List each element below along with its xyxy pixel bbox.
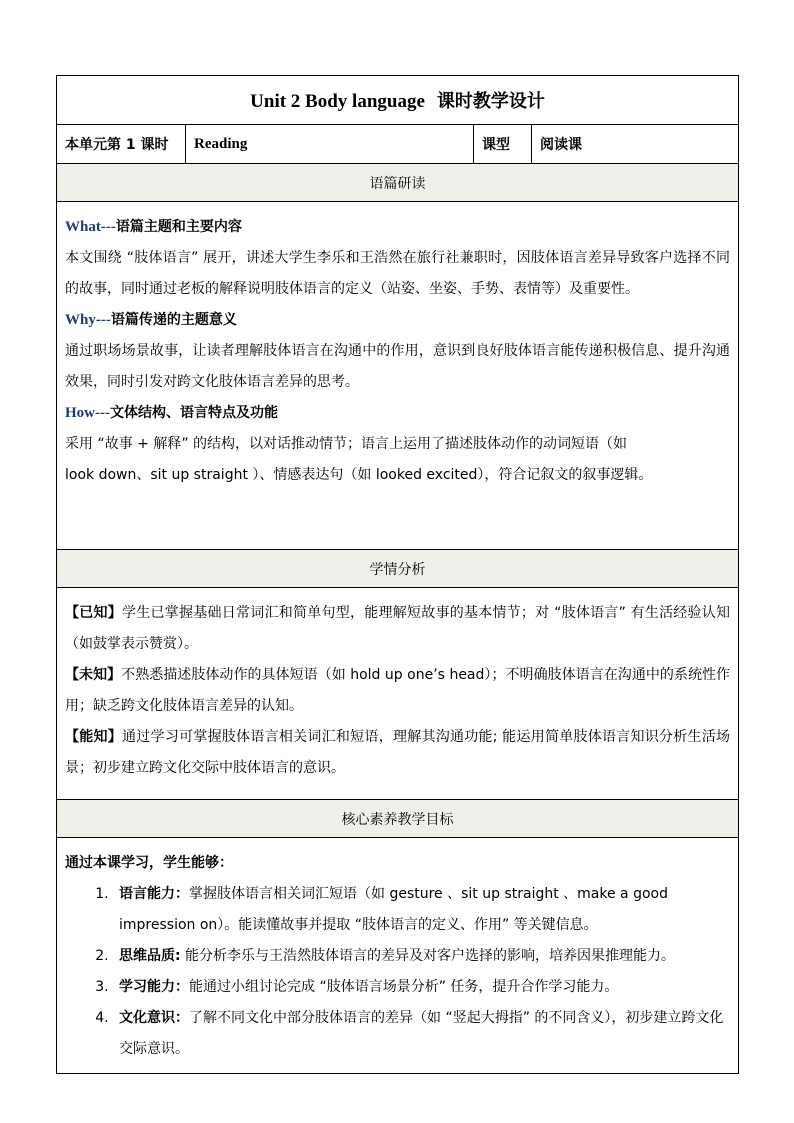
why-heading xyxy=(65,305,730,336)
lesson-type-value: 阅读课 xyxy=(532,125,739,164)
unknown-tag: 【未知】 xyxy=(65,667,122,683)
why-body: 通过职场场景故事，让读者理解肢体语言在沟通中的作用，意识到良好肢体语言能传递积极信息、提升沟通效果，同时引发对跨文化肢体语言差异的思考。 xyxy=(65,343,731,390)
objective-body: 能分析李乐与王浩然肢体语言的差异及对客户选择的影响，培养因果推理能力。 xyxy=(180,948,676,964)
lesson-name-value: Reading xyxy=(186,125,474,164)
section-heading-text-analysis: 语篇研读 xyxy=(57,164,739,202)
able-paragraph xyxy=(65,722,730,784)
able-tag: 【能知】 xyxy=(65,729,123,745)
learner-analysis-content xyxy=(57,588,739,800)
objective-body: 掌握肢体语言相关词汇短语（如 gesture 、sit up straight 、make a good impression on）。能读懂故事并提取 “肢体语言的定义、作用” 等关键信息。 xyxy=(119,886,668,933)
known-body: 学生已掌握基础日常词汇和简单句型，能理解短故事的基本情节；对 “肢体语言” 有生活经验认知（如鼓掌表示赞赏）。 xyxy=(65,605,731,652)
why-title: 语篇传递的主题意义 xyxy=(110,312,237,328)
known-tag: 【已知】 xyxy=(65,605,122,621)
what-key: What--- xyxy=(65,219,116,235)
objectives-list xyxy=(65,879,730,1065)
what-title: 语篇主题和主要内容 xyxy=(115,219,242,235)
objective-key: 语言能力： xyxy=(119,886,189,902)
objective-item xyxy=(113,879,730,941)
why-key: Why--- xyxy=(65,312,111,328)
unknown-body: 不熟悉描述肢体动作的具体短语（如 hold up one’s head）；不明确肢体语言在沟通中的系统性作用；缺乏跨文化肢体语言差异的认知。 xyxy=(65,667,731,714)
how-body-line-1: 采用 “故事 + 解释” 的结构，以对话推动情节；语言上运用了描述肢体动作的动词短语（如 xyxy=(65,436,628,452)
what-heading xyxy=(65,212,730,243)
lesson-type-label: 课型 xyxy=(474,125,532,164)
text-analysis-content xyxy=(57,202,739,550)
page-title xyxy=(57,76,739,125)
title-chinese: 课时教学设计 xyxy=(436,91,545,112)
how-body-line-2: look down、sit up straight ）、情感表达句（如 looked excited），符合记叙文的叙事逻辑。 xyxy=(65,467,653,483)
able-body: 通过学习可掌握肢体语言相关词汇和短语，理解其沟通功能; 能运用简单肢体语言知识分析生活场景；初步建立跨文化交际中肢体语言的意识。 xyxy=(65,729,731,776)
known-paragraph xyxy=(65,598,730,660)
title-english: Unit 2 Body language xyxy=(250,91,425,112)
objectives-intro: 通过本课学习，学生能够： xyxy=(65,855,233,871)
section-heading-learner-analysis: 学情分析 xyxy=(57,550,739,588)
objective-item xyxy=(113,941,730,972)
lesson-number-label: 本单元第 1 课时 xyxy=(57,125,186,164)
meta-row xyxy=(57,125,739,164)
objective-body: 能通过小组讨论完成 “肢体语言场景分析” 任务，提升合作学习能力。 xyxy=(189,979,619,995)
lesson-plan-table xyxy=(56,75,739,1074)
objectives-content xyxy=(57,838,739,1074)
objective-key: 思维品质: xyxy=(119,948,181,964)
section-heading-objectives: 核心素养教学目标 xyxy=(57,800,739,838)
objective-body: 了解不同文化中部分肢体语言的差异（如 “竖起大拇指” 的不同含义），初步建立跨文化交际意识。 xyxy=(119,1010,724,1057)
objective-key: 学习能力： xyxy=(119,979,189,995)
how-key: How--- xyxy=(65,405,110,421)
objective-item xyxy=(113,1003,730,1065)
what-body: 本文围绕 “肢体语言” 展开，讲述大学生李乐和王浩然在旅行社兼职时，因肢体语言差异导致客户选择不同的故事，同时通过老板的解释说明肢体语言的定义（站姿、坐姿、手势、表情等）及重要性。 xyxy=(65,250,731,297)
objective-key: 文化意识： xyxy=(119,1010,189,1026)
how-heading xyxy=(65,398,730,429)
how-title: 文体结构、语言特点及功能 xyxy=(110,405,278,421)
unknown-paragraph xyxy=(65,660,730,722)
objective-item xyxy=(113,972,730,1003)
